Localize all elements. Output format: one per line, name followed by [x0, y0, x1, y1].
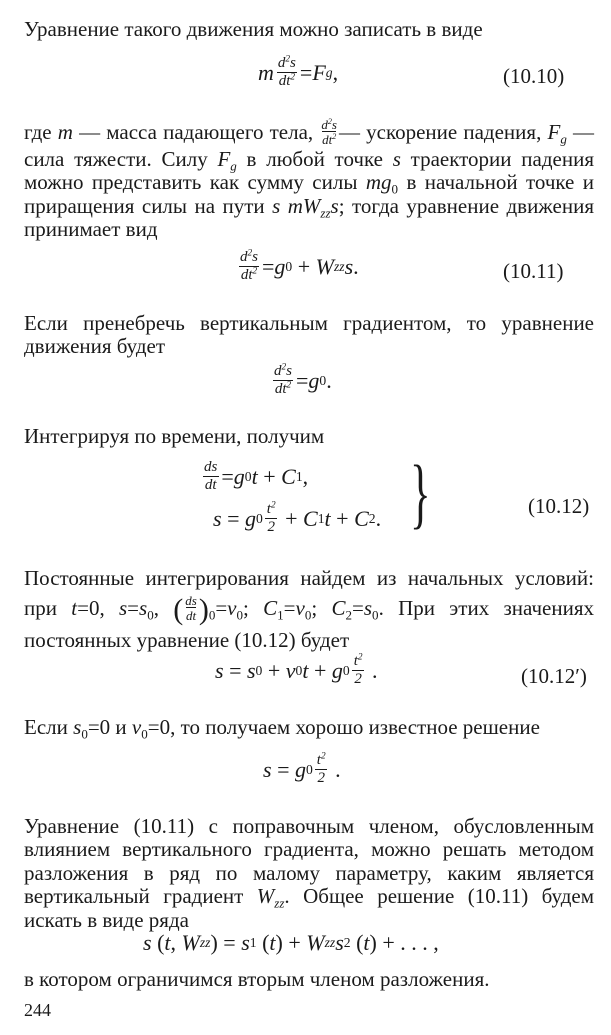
paragraph-intro [24, 18, 594, 41]
text-zero-a: Если [24, 715, 68, 739]
text-last: в котором ограничимся вторым членом разложения. [24, 967, 490, 991]
equation-10-12-prime: s = s 0 + v 0 t + g 0 $\frac{t^2}{2}$ . [215, 652, 378, 687]
equation-10-12-line2: s = g 0 $\frac{t^2}{2}$ + C 1 t + C 2 . [213, 500, 382, 535]
equation-number-10-11: (10.11) [503, 259, 564, 283]
text-mass-d: — сила тяжести. Силу [24, 119, 595, 171]
text-constants-b: При этих значениях постоянных уравнение (10.12) будет [24, 596, 595, 653]
paragraph-gradient [24, 312, 594, 359]
equation-10-11: $\frac{d^2s}{dt^2}$ = g 0 + W zz s . [240, 248, 359, 283]
equation-number-10-12-prime: (10.12′) [521, 664, 587, 688]
text-gradient: Если пренебречь вертикальным градиентом, то уравнение движения будет [24, 311, 594, 359]
page-number: 244 [24, 1000, 51, 1020]
text-series: Уравнение (10.11) с поправочным членом, обусловленным влиянием вертикального градиента, можно решать методом разложения в ряд по малому параметру, каким является вертикальный градиент [24, 814, 594, 909]
text-mass-h: тогда уравнение движения принимает вид [24, 193, 594, 242]
text-mass-c: — ускорение падения, [338, 119, 542, 144]
brace-right: } [410, 449, 431, 536]
text-intro: Уравнение такого движения можно записать в виде [24, 17, 483, 41]
paragraph-constants: Постоянные интегрирования найдем из начальных условий: при t=0, $s=s_0$, ( $\frac{ds}{dt}$ )$_0=v_0$; $C_1=v_0$; $C_2=s_0$. При этих значениях постоянных уравнение (10.12) будет [24, 566, 595, 653]
text-mass-f: траектории падения можно представить как сумму силы [24, 147, 594, 195]
paragraph-mass: где m — масса падающего тела, $\frac{d^2s}{dt^2}$ — ускорение падения, $F_g$ — сила тяжести. Силу $F_g$ в любой точке s траектории падения можно представить как сумму силы $mg_0$ в начальной точке и приращения силы на пути s $mW_{zz}s$; тогда уравнение движения принимает вид [24, 117, 595, 242]
text-mass-b: — масса падающего тела, [79, 119, 314, 144]
equation-number-10-12: (10.12) [528, 494, 590, 518]
equation-10-10: m $\frac{d^2s}{dt^2}$ = F g , [258, 54, 339, 89]
text-mass-g: в начальной точке и приращения силы на пути [24, 170, 595, 218]
text-zero-c: то получаем хорошо известное решение [180, 715, 540, 739]
equation-number-10-10: (10.10) [503, 64, 565, 88]
paragraph-zero: Если $s_0=0$ и $v_0=0$, то получаем хорошо известное решение [24, 715, 540, 742]
paragraph-series: Уравнение (10.11) с поправочным членом, обусловленным влиянием вертикального градиента, можно решать методом разложения в ряд по малому параметру, каким является вертикальный градиент $W_{zz}$. Общее решение (10.11) будем искать в виде ряда [24, 814, 594, 932]
text-constants-a: Постоянные интегрирования найдем из начальных условий: при [24, 566, 594, 620]
text-zero-b: и [115, 715, 127, 739]
equation-solution: s = g 0 $\frac{t^2}{2}$ . [263, 751, 341, 786]
text-mass-a: где [24, 119, 52, 144]
equation-10-12-line1: $\frac{ds}{dt}$ = g 0 t + C 1 , [204, 459, 309, 493]
text-mass-e: в любой точке [246, 147, 383, 171]
equation-simple: $\frac{d^2s}{dt^2}$ = g 0 . [274, 362, 332, 397]
text-integrate: Интегрируя по времени, получим [24, 424, 325, 448]
text-series-b: Общее решение (10.11) будем искать в виде ряда [24, 884, 594, 932]
equation-series: s ( t , W zz ) = s 1 ( t ) + W zz s 2 ( t ) + . . . , [143, 930, 439, 955]
paragraph-integrate [24, 425, 594, 448]
paragraph-last [24, 968, 594, 991]
